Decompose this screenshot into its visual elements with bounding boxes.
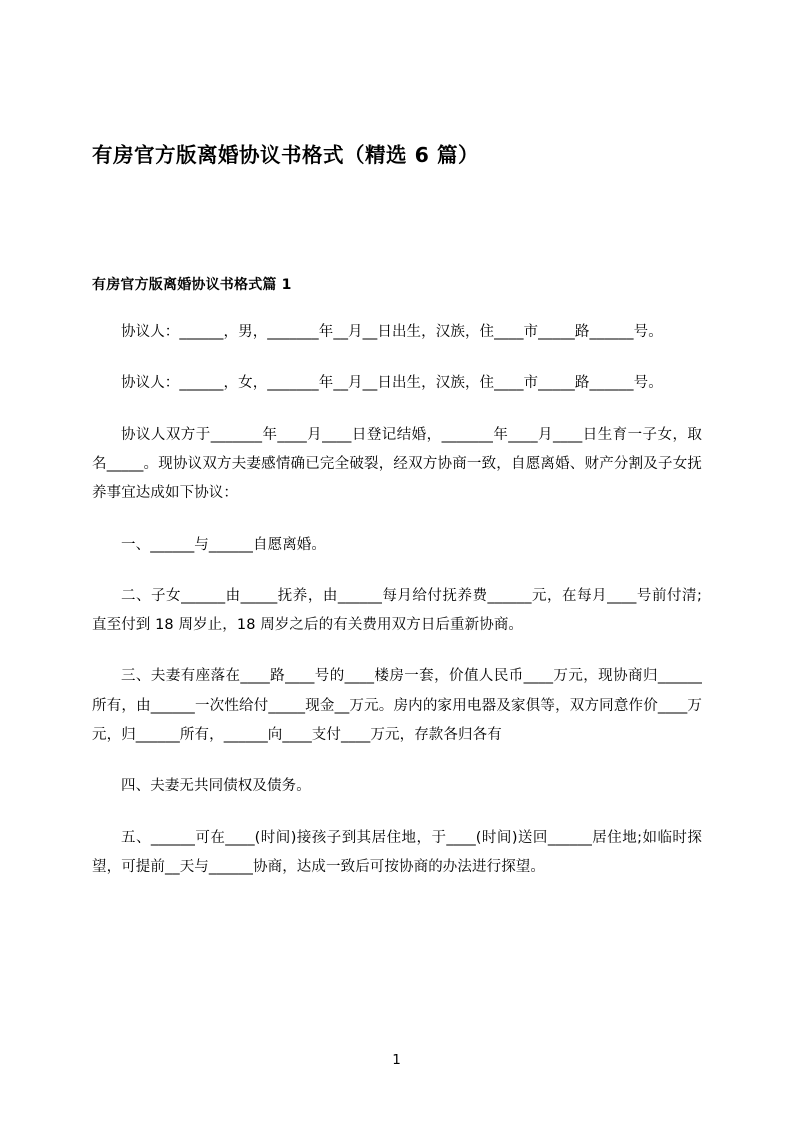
page-title: 有房官方版离婚协议书格式（精选 6 篇） [92,143,480,167]
paragraph: 五、______可在____(时间)接孩子到其居住地，于____(时间)送回______居住地;如临时探望，可提前__天与______协商，达成一致后可按协商的办法进行探望。 [92,829,702,875]
paragraph: 四、夫妻无共同债权及债务。 [121,778,311,795]
page-number: 1 [392,1052,401,1068]
document-body [92,0,702,882]
paragraph: 三、夫妻有座落在____路____号的____楼房一套，价值人民币____万元，现协商归______所有，由______一次性给付_____现金__万元。房内的家用电器及家俱等，双方同意作价____万元，归______所有，______向____支付____万元，存款各归各有 [92,668,702,743]
paragraph: 协议人双方于_______年____月____日登记结婚，_______年____月____日生育一子女，取名_____。现协议双方夫妻感情确已完全破裂，经双方协商一致，自愿离婚、财产分割及子女抚养事宜达成如下协议： [92,426,702,502]
paragraph: 一、______与______自愿离婚。 [121,536,326,553]
paragraph: 协议人：______，男，_______年__月__日出生，汉族，住____市_____路______号。 [121,324,663,341]
paragraph: 二、子女______由_____抚养，由______每月给付抚养费______元，在每月____号前付清;直至付到 18 周岁止，18 周岁之后的有关费用双方日后重新协商。 [92,587,702,634]
paragraph: 协议人：______，女，_______年__月__日出生，汉族，住____市_____路______号。 [121,375,663,392]
section-heading: 有房官方版离婚协议书格式篇 1 [92,276,292,293]
